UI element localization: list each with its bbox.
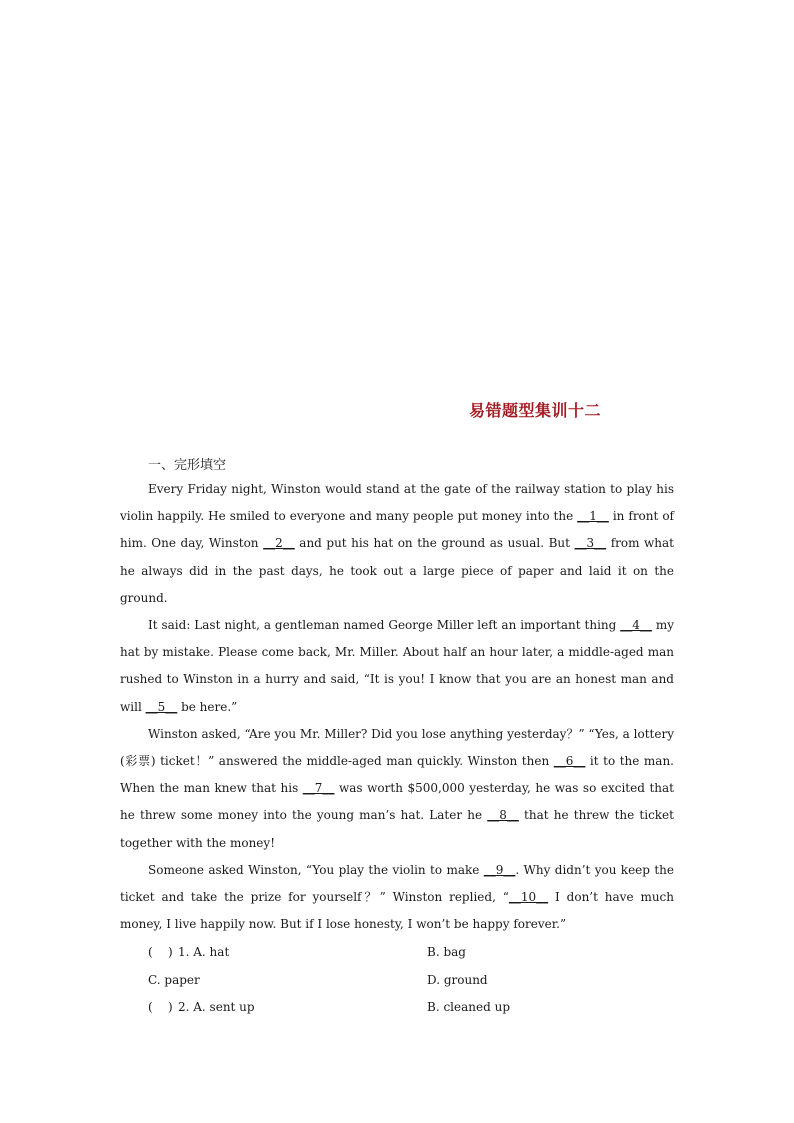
paragraph [120,721,674,857]
page-title: 易错题型集训十二 [469,401,602,420]
passage-text: be here.” [177,699,238,714]
cloze-blank[interactable]: __1__ [577,509,609,524]
cloze-blank[interactable]: __3__ [574,536,607,551]
option-row [148,994,648,1022]
cloze-blank[interactable]: __7__ [302,781,335,796]
cloze-blank[interactable]: __4__ [620,618,652,633]
option-right: B. bag [427,945,466,959]
option-right: B. cleaned up [427,1000,510,1014]
cloze-blank[interactable]: __6__ [553,754,586,769]
passage-text: and put his hat on the ground as usual. But [294,536,575,551]
option-row [148,967,648,995]
option-left: ( ) 1. A. hat [148,939,229,967]
passage-text: that he threw the ticket together with the money! [120,808,674,850]
answer-options [148,939,648,1022]
paragraph [120,857,674,939]
passage-text: I don’t have much money, I live happily now. But if I lose honesty, I won’t be happy forever.” [120,890,674,932]
option-left: C. paper [148,972,200,987]
option-row [148,939,648,967]
passage-text: it to the man. When the man knew that his [120,754,675,796]
passage-text: Winston asked, “Are you Mr. Miller? Did you lose anything yesterday？” “Yes, a lottery (彩票) ticket！” answered the middle-aged man quickly. Winston then [120,726,674,769]
passage-text: Every Friday night, Winston would stand at the gate of the railway station to play his violin happily. He smiled to everyone and many people put money into the [120,482,674,524]
passage-text: in front of him. One day, Winston [120,509,674,551]
cloze-passage [120,476,674,938]
passage-text: my hat by mistake. Please come back, Mr. Miller. About half an hour later, a middle-aged man rushed to Winston in a hurry and said, “It is you! I know that you are an honest man and will [120,618,674,714]
cloze-blank[interactable]: __5__ [145,699,178,714]
cloze-blank[interactable]: __2__ [263,536,295,551]
passage-text: It said: Last night, a gentleman named George Miller left an important thing [148,618,621,633]
passage-text: from what he always did in the past days, he took out a large piece of paper and laid it on the ground. [120,536,674,605]
option-right: D. ground [427,972,488,987]
cloze-blank[interactable]: __9__ [483,862,516,877]
passage-text: Someone asked Winston, “You play the violin to make [148,862,484,877]
passage-text: . Why didn’t you keep the ticket and take the prize for yourself？” Winston replied, “ [120,862,674,905]
option-left: ( ) 2. A. sent up [148,994,255,1022]
cloze-blank[interactable]: __8__ [487,808,519,823]
answer-paren[interactable]: ( ) [148,945,173,959]
paragraph [120,612,674,721]
passage-text: was worth $500,000 yesterday, he was so excited that he threw some money into the young man’s hat. Later he [120,781,674,823]
paragraph [120,476,674,612]
answer-paren[interactable]: ( ) [148,1000,173,1014]
section-heading: 一、完形填空 [148,458,227,473]
cloze-blank[interactable]: __10__ [508,890,549,905]
